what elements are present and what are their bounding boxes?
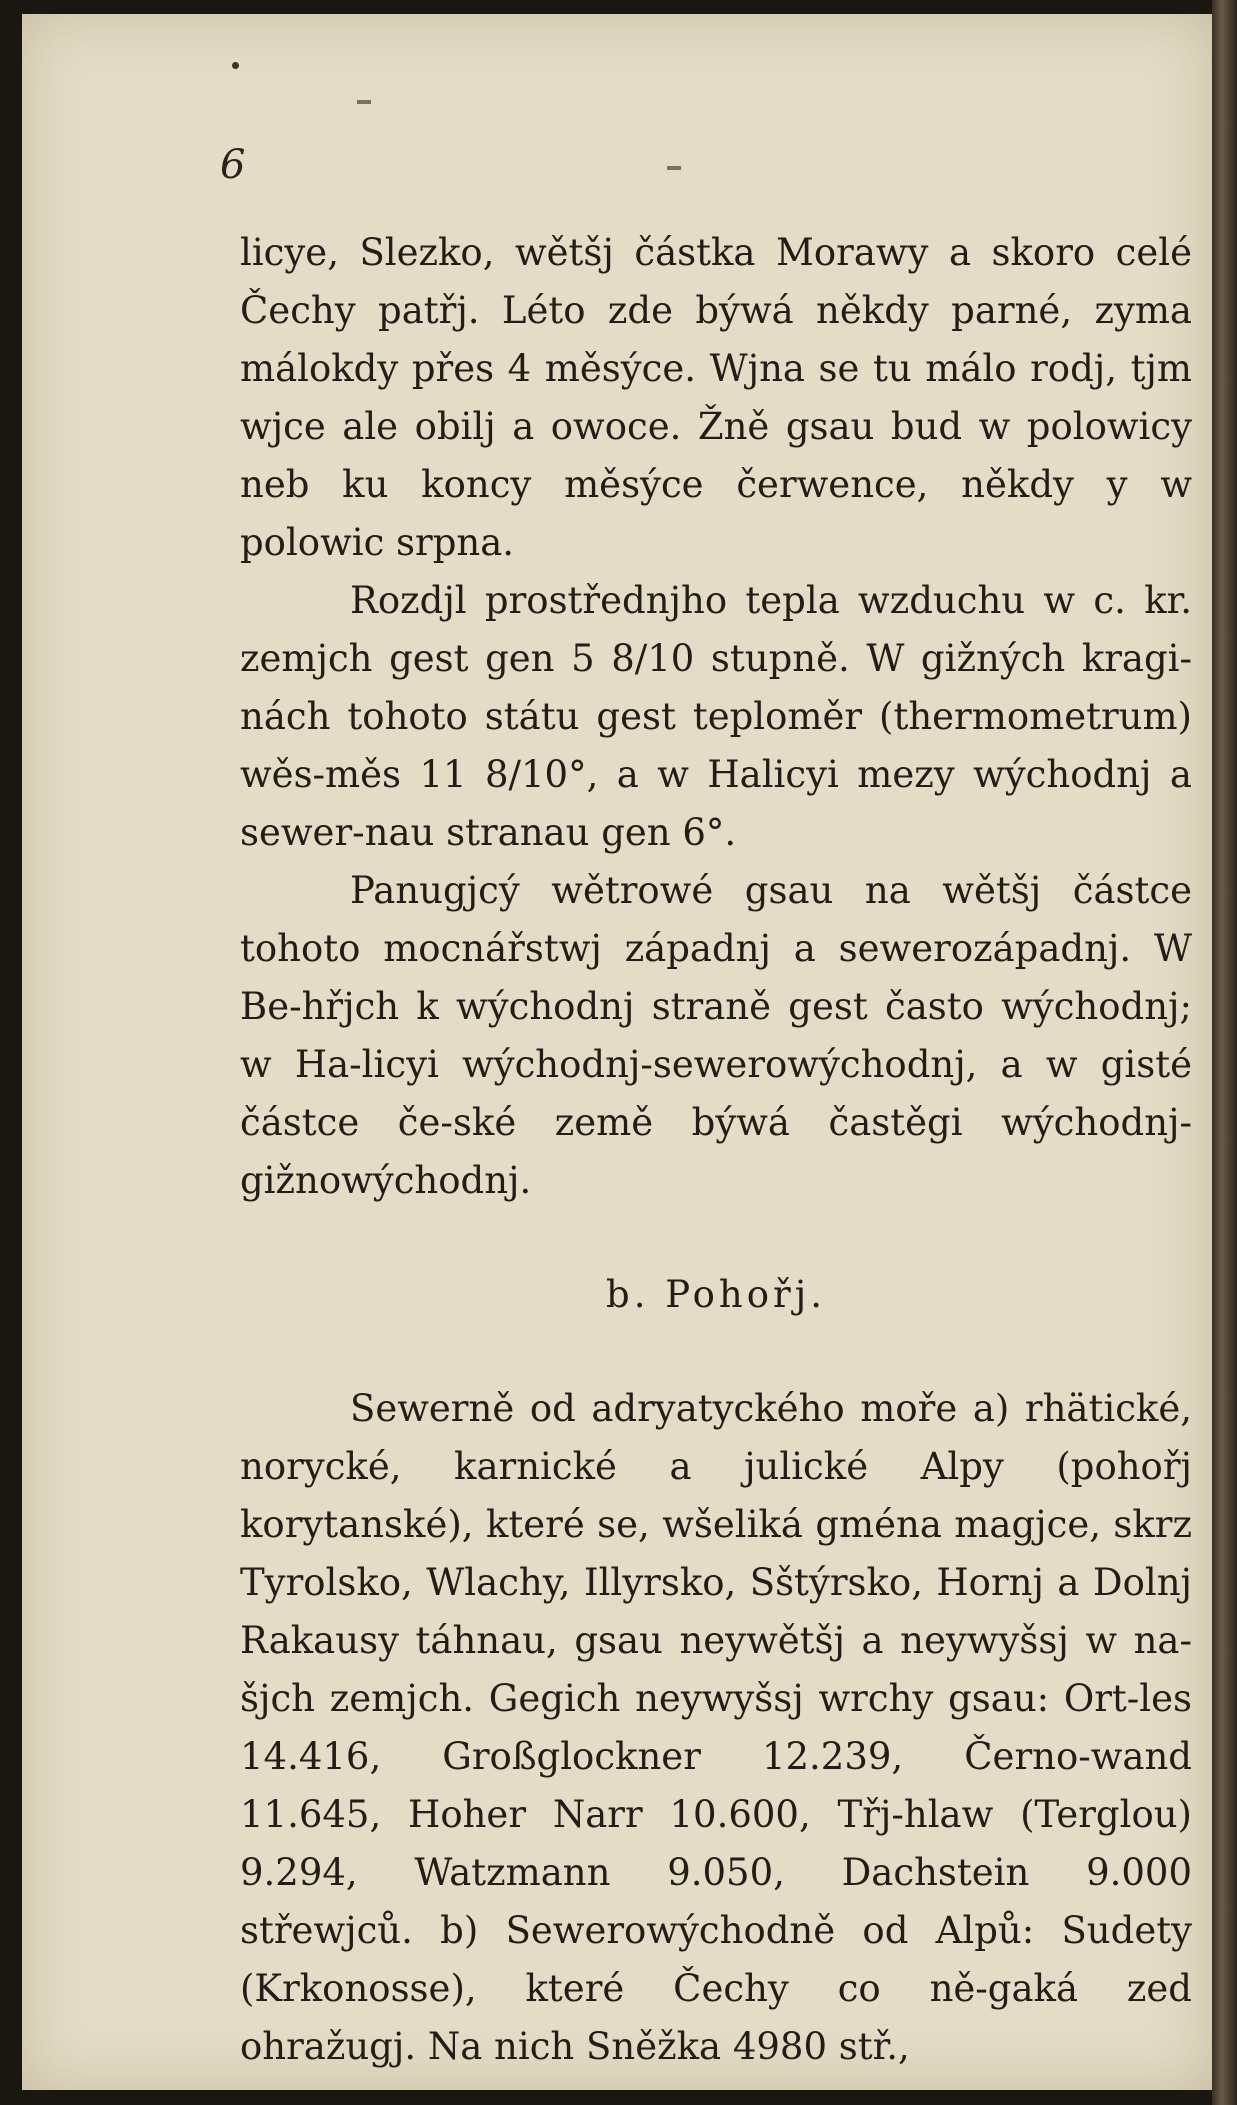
speck	[357, 100, 371, 104]
book-page	[22, 14, 1212, 2090]
paragraph: Panugjcý wětrowé gsau na wětšj částce tohoto mocnářstwj západnj a sewerozápadnj. W Be-hřjch k wýchodnj straně gest často wýchodnj; w Ha-licyi wýchodnj-sewerowýchodnj, a w gisté částce če-ské země býwá častěgi wýchodnj-gižnowýchodnj.	[240, 869, 1192, 1202]
paragraph: licye, Slezko, wětšj částka Morawy a skoro celé Čechy patřj. Léto zde býwá někdy parné, zyma málokdy přes 4 měsýce. Wjna se tu málo rodj, tjm wjce ale obilj a owoce. Žně gsau bud w polowicy neb ku koncy měsýce čerwence, někdy y w polowic srpna.	[240, 231, 1192, 564]
body-text	[240, 224, 1192, 2076]
speck	[232, 62, 239, 69]
book-spine-edge	[1212, 0, 1237, 2105]
paragraph: Sewerně od adryatyckého moře a) rhätické, norycké, karnické a julické Alpy (pohořj korytanské), které se, wšeliká gména magjce, skrz Tyrolsko, Wlachy, Illyrsko, Sštýrsko, Hornj a Dolnj Rakausy táhnau, gsau neywětšj a neywyšsj w na-šjch zemjch. Gegich neywyšsj wrchy gsau: Ort-les 14.416, Großglockner 12.239, Černo-wand 11.645, Hoher Narr 10.600, Třj-hlaw (Terglou) 9.294, Watzmann 9.050, Dachstein 9.000 střewjců. b) Sewerowýchodně od Alpů: Sudety (Krkonosse), které Čechy co ně-gaká zed ohražugj. Na nich Sněžka 4980 stř.,	[240, 1387, 1192, 2068]
speck	[667, 166, 681, 170]
section-heading: b. Pohořj.	[606, 1273, 826, 1316]
page-number: 6	[220, 142, 246, 188]
paragraph: Rozdjl prostřednjho tepla wzduchu w c. kr. zemjch gest gen 5 8/10 stupně. W gižných kragi-nách tohoto státu gest teploměr (thermometrum) wěs-měs 11 8/10°, a w Halicyi mezy wýchodnj a sewer-nau stranau gen 6°.	[240, 579, 1192, 854]
